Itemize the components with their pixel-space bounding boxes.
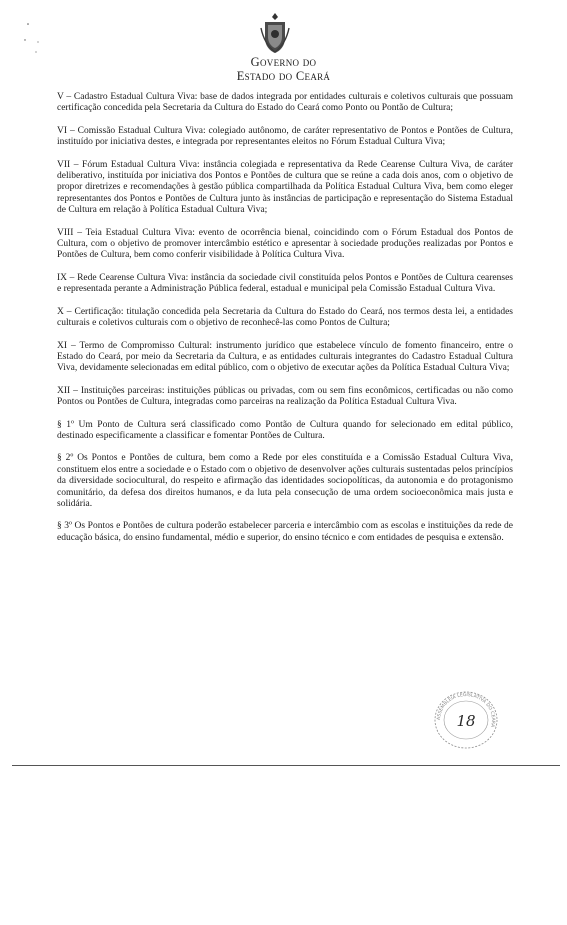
paragraph-x: X – Certificação: titulação concedida pela Secretaria da Cultura do Estado do Ceará, nos termos desta lei, a entidades culturais e coletivos culturais com o objetivo de reconhecê-las como Pontos de Cultura; (57, 306, 513, 329)
paragraph-xi: XI – Termo de Compromisso Cultural: instrumento jurídico que estabelece vínculo de fomento financeiro, entre o Estado do Ceará, por meio da Secretaria da Cultura, e as entidades culturais integrantes do Cadastro Estadual Cultura Viva, devidamente selecionadas em edital público, com o objetivo de executar ações da Política Estadual Cultura Viva; (57, 340, 513, 374)
paragraph-ix: IX – Rede Cearense Cultura Viva: instância da sociedade civil constituída pelos Pontos e Pontões de Cultura cearenses e representada perante a Administração Pública federal, estadual e municipal pela Comissão Estadual Cultura Viva. (57, 272, 513, 295)
paragraph-v: V – Cadastro Estadual Cultura Viva: base de dados integrada por entidades culturais e coletivos culturais que possuam certificação concedida pela Secretaria da Cultura do Estado do Ceará como Ponto ou Pontão de Cultura; (57, 92, 513, 114)
paragraph-section-3: § 3º Os Pontos e Pontões de cultura poderão estabelecer parceria e intercâmbio com as escolas e instituições da rede de educação básica, do ensino fundamental, médio e superior, do ensino técnico e com entidades de pesquisa e extensão. (57, 521, 513, 543)
stamp-page-number: 18 (456, 712, 476, 730)
scan-specks (22, 18, 52, 58)
stamp-text-path: ASSEMBLEIA LEGISLATIVA DO CEARÁ (436, 692, 496, 728)
footer-divider (12, 765, 560, 766)
state-coat-of-arms-icon (259, 12, 291, 56)
paragraph-vi: VI – Comissão Estadual Cultura Viva: colegiado autônomo, de caráter representativo de Pontos e Pontões de Cultura, instituído por iniciativa destes, e integrada por representantes eleitos no Fórum Estadual Cultura Viva; (57, 125, 513, 148)
header-line-2: Estado do Ceará (236, 69, 331, 83)
page-stamp (430, 690, 502, 750)
paragraph-viii: VIII – Teia Estadual Cultura Viva: evento de ocorrência bienal, coincidindo com o Fórum Estadual dos Pontos de Cultura, com o objetivo de promover intercâmbio estético e apresentar à sociedade produções realizadas por Pontos e Pontões de Cultura, bem como conferir visibilidade à Política Cultura Viva. (57, 227, 513, 261)
paragraph-vii: VII – Fórum Estadual Cultura Viva: instância colegiada e representativa da Rede Cearense Cultura Viva, de caráter deliberativo, instituída por iniciativa dos Pontos e Pontões de cultura que se reúne a cada dois anos, com o objetivo de propor diretrizes e recomendações à gestão pública compartilhada da Política Estadual Cultura Viva, bem como eleger representantes dos Pontos e Pontões de Cultura junto às instâncias de participação e representação do Sistema Estadual de Cultura em relação à Política Estadual Cultura Viva; (57, 159, 513, 216)
paragraph-xii: XII – Instituições parceiras: instituições públicas ou privadas, com ou sem fins econômicos, certificadas ou não como Pontos ou Pontões de Cultura, integradas como parceiras na realização da Política Estadual Cultura Viva. (57, 385, 513, 408)
paragraph-section-1: § 1º Um Ponto de Cultura será classificado como Pontão de Cultura quando for selecionado em edital público, destinado especificamente a classificar e fomentar Pontões de Cultura. (57, 419, 513, 441)
document-body (57, 92, 513, 555)
header-line-1: Governo do (250, 55, 317, 69)
paragraph-section-2: § 2º Os Pontos e Pontões de cultura, bem como a Rede por eles constituída e a Comissão Estadual Cultura Viva, constituem elos entre a sociedade e o Estado com o objetivo de desenvolver ações culturais sustentadas pelos princípios da diversidade sociocultural, do respeito e afirmação das identidades sociopolíticas, da autonomia e do protagonismo comunitário, da defesa dos direitos humanos, e da luta pela consecução de uma ordem socioeconômica mais justa e solidária. (57, 453, 513, 509)
